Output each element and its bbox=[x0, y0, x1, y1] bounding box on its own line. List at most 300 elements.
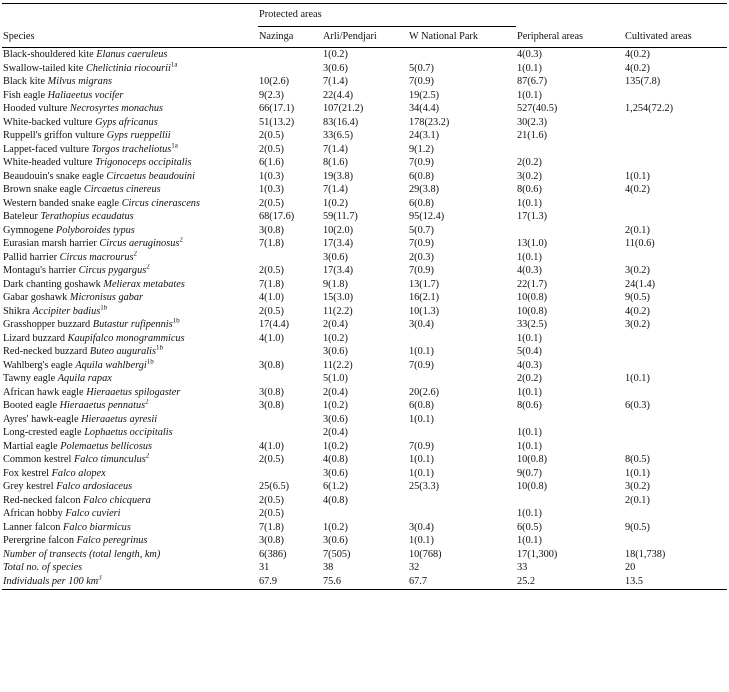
header-spacer bbox=[516, 4, 624, 27]
w-national-park-column-header: W National Park bbox=[408, 27, 516, 48]
species-common-name: Eurasian marsh harrier bbox=[3, 238, 97, 249]
w-national-park-value: 2(0.3) bbox=[409, 251, 434, 263]
species-common-name: Swallow-tailed kite bbox=[3, 62, 84, 74]
species-scientific-name: Accipiter badius bbox=[32, 305, 101, 317]
nazinga-value: 7(1.8) bbox=[259, 278, 284, 290]
summary-row bbox=[2, 575, 727, 590]
peripheral-areas-value: 5(0.4) bbox=[517, 346, 542, 357]
species-common-name: Lizard buzzard bbox=[3, 332, 66, 344]
w-national-park-value: 1(0.1) bbox=[409, 454, 434, 465]
w-national-park-value bbox=[408, 332, 516, 346]
table-row bbox=[2, 237, 727, 251]
cultivated-areas-value: 11(0.6) bbox=[625, 238, 655, 249]
species-cell bbox=[2, 534, 258, 548]
w-national-park-value: 29(3.8) bbox=[409, 184, 440, 195]
table-row bbox=[2, 507, 727, 521]
peripheral-areas-value: 13(1.0) bbox=[517, 238, 548, 249]
arli-pendjari-value: 1(0.2) bbox=[323, 521, 348, 533]
cultivated-areas-value: 2(0.1) bbox=[625, 494, 650, 506]
w-national-park-value: 1(0.1) bbox=[409, 413, 434, 425]
table-row bbox=[2, 197, 727, 211]
species-common-name: Red-necked buzzard bbox=[3, 346, 88, 357]
nazinga-value: 3(0.8) bbox=[259, 386, 284, 398]
cultivated-areas-value bbox=[624, 251, 727, 265]
w-national-park-value: 19(2.5) bbox=[409, 89, 440, 101]
cultivated-areas-value: 135(7.8) bbox=[625, 76, 661, 87]
cultivated-areas-value: 2(0.1) bbox=[625, 224, 650, 236]
peripheral-areas-value: 1(0.1) bbox=[517, 386, 542, 398]
arli-pendjari-value: 3(0.6) bbox=[323, 467, 348, 479]
table-row bbox=[2, 183, 727, 197]
arli-pendjari-value: 7(1.4) bbox=[323, 143, 348, 155]
table-row bbox=[2, 426, 727, 440]
species-scientific-name: Elanus caeruleus bbox=[96, 49, 168, 60]
species-cell bbox=[2, 89, 258, 103]
peripheral-areas-value: 4(0.3) bbox=[517, 265, 542, 276]
cultivated-areas-column-header: Cultivated areas bbox=[624, 27, 727, 48]
peripheral-areas-value: 2(0.2) bbox=[517, 373, 542, 384]
table-row bbox=[2, 89, 727, 103]
footnote-marker: 1b bbox=[100, 304, 108, 312]
species-common-name: Red-necked falcon bbox=[3, 494, 81, 506]
table-row bbox=[2, 521, 727, 535]
nazinga-value bbox=[258, 413, 322, 427]
table-row bbox=[2, 534, 727, 548]
arli-pendjari-value: 3(0.6) bbox=[323, 413, 348, 425]
w-national-park-value: 3(0.4) bbox=[409, 319, 434, 330]
arli-pendjari-value: 1(0.2) bbox=[323, 197, 348, 209]
w-national-park-value: 67.7 bbox=[408, 575, 516, 590]
nazinga-value: 3(0.8) bbox=[259, 224, 284, 236]
arli-pendjari-value: 2(0.4) bbox=[323, 319, 348, 330]
arli-pendjari-value: 19(3.8) bbox=[323, 170, 354, 182]
w-national-park-value: 6(0.8) bbox=[409, 400, 434, 411]
species-scientific-name: Falco biarmicus bbox=[63, 521, 131, 533]
species-cell bbox=[2, 359, 258, 373]
footnote-marker: 1a bbox=[170, 61, 178, 69]
table-row bbox=[2, 143, 727, 157]
peripheral-areas-value: 527(40.5) bbox=[517, 103, 558, 114]
w-national-park-value: 7(0.9) bbox=[409, 76, 434, 87]
species-common-name: Beaudouin's snake eagle bbox=[3, 170, 104, 182]
peripheral-areas-value: 1(0.1) bbox=[517, 197, 542, 209]
peripheral-areas-value: 1(0.1) bbox=[517, 535, 542, 546]
table-row bbox=[2, 318, 727, 332]
species-scientific-name: Chelictinia riocourii bbox=[85, 62, 171, 74]
w-national-park-value bbox=[408, 494, 516, 508]
peripheral-areas-value: 30(2.3) bbox=[517, 116, 548, 128]
nazinga-value bbox=[258, 251, 322, 265]
species-scientific-name: Haliaeetus vocifer bbox=[47, 89, 124, 101]
nazinga-value: 2(0.5) bbox=[259, 508, 284, 519]
arli-pendjari-value: 7(1.4) bbox=[323, 184, 348, 195]
peripheral-areas-value: 21(1.6) bbox=[517, 130, 548, 141]
arli-pendjari-value: 17(3.4) bbox=[323, 265, 354, 276]
species-scientific-name: Circus aeruginosus bbox=[99, 238, 180, 249]
species-cell bbox=[2, 399, 258, 413]
nazinga-value: 2(0.5) bbox=[259, 197, 284, 209]
peripheral-areas-value: 10(0.8) bbox=[517, 454, 548, 465]
species-scientific-name: Falco cuvieri bbox=[65, 508, 121, 519]
arli-pendjari-value: 1(0.2) bbox=[323, 400, 348, 411]
species-common-name: Brown snake eagle bbox=[3, 184, 82, 195]
w-national-park-value: 1(0.1) bbox=[409, 535, 434, 546]
w-national-park-value: 1(0.1) bbox=[409, 346, 434, 357]
nazinga-value: 6(1.6) bbox=[259, 157, 284, 168]
w-national-park-value bbox=[408, 426, 516, 440]
nazinga-value bbox=[258, 48, 322, 62]
header-spacer bbox=[2, 4, 258, 27]
species-cell bbox=[2, 237, 258, 251]
cultivated-areas-value bbox=[624, 359, 727, 373]
peripheral-areas-value: 1(0.1) bbox=[517, 62, 542, 74]
species-common-name: Bateleur bbox=[3, 211, 38, 222]
cultivated-areas-value: 1(0.1) bbox=[625, 170, 650, 182]
species-cell bbox=[2, 507, 258, 521]
w-national-park-value bbox=[408, 507, 516, 521]
species-common-name: Western banded snake eagle bbox=[3, 197, 120, 209]
w-national-park-value bbox=[408, 372, 516, 386]
cultivated-areas-value: 4(0.2) bbox=[625, 49, 650, 60]
peripheral-areas-value: 25.2 bbox=[516, 575, 624, 590]
w-national-park-value: 9(1.2) bbox=[409, 143, 434, 155]
w-national-park-value: 7(0.9) bbox=[409, 440, 434, 452]
species-common-name: Wahlberg's eagle bbox=[3, 359, 73, 371]
species-common-name: Dark chanting goshawk bbox=[3, 278, 101, 290]
arli-pendjari-value: 3(0.6) bbox=[323, 251, 348, 263]
cultivated-areas-value bbox=[624, 345, 727, 359]
species-common-name: Ayres' hawk-eagle bbox=[3, 413, 79, 425]
w-national-park-value: 7(0.9) bbox=[409, 265, 434, 276]
nazinga-value: 4(1.0) bbox=[259, 332, 284, 344]
species-common-name: Ruppell's griffon vulture bbox=[3, 130, 105, 141]
footnote-marker: 2 bbox=[145, 453, 150, 460]
footnote-marker: 2 bbox=[146, 264, 150, 271]
species-cell bbox=[2, 372, 258, 386]
nazinga-value: 3(0.8) bbox=[259, 535, 284, 546]
species-scientific-name: Necrosyrtes monachus bbox=[69, 103, 164, 114]
w-national-park-value: 32 bbox=[409, 562, 420, 573]
nazinga-value: 10(2.6) bbox=[259, 76, 290, 87]
species-common-name: Grasshopper buzzard bbox=[3, 319, 91, 330]
w-national-park-value: 5(0.7) bbox=[409, 224, 434, 236]
species-scientific-name: Polemaetus bellicosus bbox=[60, 440, 152, 452]
nazinga-value bbox=[258, 426, 322, 440]
w-national-park-value: 6(0.8) bbox=[409, 170, 434, 182]
species-scientific-name: Aquila rapax bbox=[57, 373, 112, 384]
peripheral-areas-value: 10(0.8) bbox=[517, 305, 548, 317]
w-national-park-value: 24(3.1) bbox=[409, 130, 440, 141]
species-common-name: White-backed vulture bbox=[3, 116, 93, 128]
arli-pendjari-value: 11(2.2) bbox=[323, 305, 353, 317]
summary-label-cell bbox=[2, 548, 258, 562]
species-scientific-name: Milvus migrans bbox=[47, 76, 112, 87]
nazinga-value: 68(17.6) bbox=[259, 211, 295, 222]
species-cell bbox=[2, 386, 258, 400]
protected-areas-header: Protected areas bbox=[258, 4, 516, 27]
peripheral-areas-value bbox=[516, 143, 624, 157]
arli-pendjari-value: 4(0.8) bbox=[323, 494, 348, 506]
cultivated-areas-value: 9(0.5) bbox=[625, 292, 650, 303]
peripheral-areas-value: 87(6.7) bbox=[517, 76, 548, 87]
cultivated-areas-value: 1(0.1) bbox=[625, 467, 650, 479]
species-cell bbox=[2, 156, 258, 170]
species-cell bbox=[2, 332, 258, 346]
table-row bbox=[2, 413, 727, 427]
arli-pendjari-value: 7(1.4) bbox=[323, 76, 348, 87]
table-row bbox=[2, 129, 727, 143]
peripheral-areas-value: 1(0.1) bbox=[517, 440, 542, 452]
table-row bbox=[2, 264, 727, 278]
nazinga-value: 25(6.5) bbox=[259, 481, 290, 492]
species-common-name: Martial eagle bbox=[3, 440, 58, 452]
species-cell bbox=[2, 197, 258, 211]
species-common-name: Perergrine falcon bbox=[3, 535, 74, 546]
species-cell bbox=[2, 345, 258, 359]
cultivated-areas-value: 1(0.1) bbox=[625, 373, 650, 384]
arli-pendjari-value: 10(2.0) bbox=[323, 224, 354, 236]
nazinga-value: 7(1.8) bbox=[259, 521, 284, 533]
w-national-park-value: 178(23.2) bbox=[409, 116, 450, 128]
peripheral-areas-value: 1(0.1) bbox=[517, 508, 542, 519]
w-national-park-value: 7(0.9) bbox=[409, 157, 434, 168]
arli-pendjari-value: 83(16.4) bbox=[323, 116, 359, 128]
species-common-name: Common kestrel bbox=[3, 454, 72, 465]
nazinga-value: 17(4.4) bbox=[259, 319, 290, 330]
cultivated-areas-value bbox=[624, 129, 727, 143]
peripheral-areas-value: 17(1,300) bbox=[517, 548, 558, 560]
arli-pendjari-value: 3(0.6) bbox=[323, 346, 348, 357]
species-scientific-name: Lophaetus occipitalis bbox=[84, 427, 173, 438]
table-row bbox=[2, 345, 727, 359]
species-cell bbox=[2, 75, 258, 89]
arli-pendjari-value: 1(0.2) bbox=[323, 332, 348, 344]
w-national-park-value: 7(0.9) bbox=[409, 359, 434, 371]
species-common-name: Fox kestrel bbox=[3, 467, 50, 479]
table-row bbox=[2, 291, 727, 305]
species-cell bbox=[2, 129, 258, 143]
summary-row bbox=[2, 561, 727, 575]
w-national-park-value: 1(0.1) bbox=[409, 467, 434, 479]
w-national-park-value: 10(1.3) bbox=[409, 305, 440, 317]
species-common-name: Fish eagle bbox=[3, 89, 46, 101]
species-common-name: Booted eagle bbox=[3, 400, 58, 411]
peripheral-areas-value: 17(1.3) bbox=[517, 211, 548, 222]
cultivated-areas-value bbox=[624, 413, 727, 427]
peripheral-areas-value: 33 bbox=[517, 562, 528, 573]
w-national-park-value: 20(2.6) bbox=[409, 386, 440, 398]
cultivated-areas-value bbox=[624, 426, 727, 440]
species-cell bbox=[2, 480, 258, 494]
species-scientific-name: Circaetus cinereus bbox=[83, 184, 161, 195]
species-common-name: White-headed vulture bbox=[3, 157, 93, 168]
species-cell bbox=[2, 251, 258, 265]
summary-row bbox=[2, 548, 727, 562]
table-body bbox=[2, 48, 727, 590]
species-cell bbox=[2, 413, 258, 427]
species-cell bbox=[2, 521, 258, 535]
species-cell bbox=[2, 278, 258, 292]
species-scientific-name: Circaetus beaudouini bbox=[106, 170, 195, 182]
table-row bbox=[2, 386, 727, 400]
summary-label-cell bbox=[2, 575, 258, 590]
cultivated-areas-value: 24(1.4) bbox=[625, 278, 656, 290]
cultivated-areas-value: 8(0.5) bbox=[625, 454, 650, 465]
species-common-name: Shikra bbox=[3, 305, 30, 317]
peripheral-areas-value: 8(0.6) bbox=[517, 400, 542, 411]
species-common-name: Grey kestrel bbox=[3, 481, 54, 492]
peripheral-areas-value: 8(0.6) bbox=[517, 184, 542, 195]
species-common-name: African hawk eagle bbox=[3, 386, 84, 398]
raptor-abundance-table bbox=[2, 3, 727, 590]
species-scientific-name: Gyps africanus bbox=[95, 116, 158, 128]
table-row bbox=[2, 453, 727, 467]
summary-label-cell bbox=[2, 561, 258, 575]
cultivated-areas-value: 9(0.5) bbox=[625, 521, 650, 533]
summary-label: Number of transects (total length, km) bbox=[3, 548, 161, 560]
species-cell bbox=[2, 143, 258, 157]
peripheral-areas-value: 10(0.8) bbox=[517, 292, 548, 303]
species-scientific-name: Torgos tracheliotus bbox=[91, 143, 172, 155]
arli-pendjari-value: 5(1.0) bbox=[323, 373, 348, 384]
species-scientific-name: Trigonoceps occipitalis bbox=[95, 157, 192, 168]
nazinga-value: 67.9 bbox=[258, 575, 322, 590]
nazinga-value: 1(0.3) bbox=[259, 184, 284, 195]
cultivated-areas-value: 3(0.2) bbox=[625, 481, 650, 492]
arli-pendjari-value: 1(0.2) bbox=[323, 49, 348, 60]
species-cell bbox=[2, 170, 258, 184]
arli-pendjari-value: 2(0.4) bbox=[323, 427, 348, 438]
species-scientific-name: Terathopius ecaudatus bbox=[40, 211, 134, 222]
species-cell bbox=[2, 264, 258, 278]
w-national-park-value: 25(3.3) bbox=[409, 481, 440, 492]
species-scientific-name: Falco ardosiaceus bbox=[56, 481, 133, 492]
cultivated-areas-value bbox=[624, 534, 727, 548]
species-scientific-name: Buteo auguralis bbox=[89, 346, 156, 357]
arli-pendjari-value: 75.6 bbox=[322, 575, 408, 590]
species-scientific-name: Circus macrourus bbox=[59, 251, 134, 263]
cultivated-areas-value bbox=[624, 386, 727, 400]
footnote-marker: 1a bbox=[171, 142, 178, 150]
species-cell bbox=[2, 318, 258, 332]
arli-pendjari-value: 15(3.0) bbox=[323, 292, 354, 303]
peripheral-areas-value: 1(0.1) bbox=[517, 89, 542, 101]
table-row bbox=[2, 440, 727, 454]
nazinga-value: 51(13.2) bbox=[259, 116, 295, 128]
cultivated-areas-value: 13.5 bbox=[624, 575, 727, 590]
peripheral-areas-value: 9(0.7) bbox=[517, 467, 542, 479]
species-cell bbox=[2, 440, 258, 454]
nazinga-value: 2(0.5) bbox=[259, 494, 284, 506]
cultivated-areas-value bbox=[624, 143, 727, 157]
species-cell bbox=[2, 494, 258, 508]
nazinga-value: 2(0.5) bbox=[259, 143, 284, 155]
nazinga-value bbox=[258, 467, 322, 481]
species-scientific-name: Circus cinerascens bbox=[121, 197, 200, 209]
cultivated-areas-value bbox=[624, 116, 727, 130]
species-scientific-name: Falco alopex bbox=[51, 467, 106, 479]
cultivated-areas-value bbox=[624, 507, 727, 521]
species-scientific-name: Aquila wahlbergi bbox=[75, 359, 147, 371]
species-scientific-name: Hieraaetus ayresii bbox=[81, 413, 158, 425]
arli-pendjari-value: 9(1.8) bbox=[323, 278, 348, 290]
cultivated-areas-value bbox=[624, 89, 727, 103]
species-common-name: Montagu's harrier bbox=[3, 265, 77, 276]
species-common-name: Pallid harrier bbox=[3, 251, 58, 263]
w-national-park-value: 16(2.1) bbox=[409, 292, 440, 303]
peripheral-areas-value: 4(0.3) bbox=[517, 49, 542, 60]
peripheral-areas-value: 1(0.1) bbox=[517, 251, 542, 263]
cultivated-areas-value bbox=[624, 440, 727, 454]
peripheral-areas-value bbox=[516, 224, 624, 238]
species-scientific-name: Circus pygargus bbox=[78, 265, 147, 276]
cultivated-areas-value bbox=[624, 332, 727, 346]
arli-pendjari-value: 8(1.6) bbox=[323, 157, 348, 168]
cultivated-areas-value bbox=[624, 210, 727, 224]
cultivated-areas-value bbox=[624, 197, 727, 211]
species-common-name: Long-crested eagle bbox=[3, 427, 82, 438]
cultivated-areas-value: 4(0.2) bbox=[625, 305, 650, 317]
arli-pendjari-value: 59(11.7) bbox=[323, 211, 358, 222]
species-common-name: Hooded vulture bbox=[3, 103, 68, 114]
nazinga-value: 66(17.1) bbox=[259, 103, 295, 114]
cultivated-areas-value: 18(1,738) bbox=[625, 548, 666, 560]
nazinga-value: 2(0.5) bbox=[259, 454, 284, 465]
peripheral-areas-value bbox=[516, 413, 624, 427]
table-row bbox=[2, 332, 727, 346]
nazinga-value: 9(2.3) bbox=[259, 89, 284, 101]
table-row bbox=[2, 224, 727, 238]
arli-pendjari-value bbox=[322, 507, 408, 521]
footnote-marker: 3 bbox=[98, 574, 102, 582]
table-row bbox=[2, 48, 727, 62]
species-cell bbox=[2, 183, 258, 197]
header-spacer bbox=[624, 4, 727, 27]
arli-pendjari-value: 6(1.2) bbox=[323, 481, 348, 492]
species-cell bbox=[2, 426, 258, 440]
table-row bbox=[2, 116, 727, 130]
peripheral-areas-value: 33(2.5) bbox=[517, 319, 548, 330]
table-row bbox=[2, 251, 727, 265]
species-common-name: Black-shouldered kite bbox=[3, 49, 94, 60]
table-row bbox=[2, 102, 727, 116]
table-row bbox=[2, 372, 727, 386]
cultivated-areas-value bbox=[624, 156, 727, 170]
nazinga-value bbox=[258, 62, 322, 76]
species-cell bbox=[2, 116, 258, 130]
table-row bbox=[2, 62, 727, 76]
table-row bbox=[2, 467, 727, 481]
peripheral-areas-value: 22(1.7) bbox=[517, 278, 548, 290]
species-scientific-name: Hieraaetus pennatus bbox=[59, 400, 146, 411]
species-common-name: Tawny eagle bbox=[3, 373, 56, 384]
w-national-park-value: 5(0.7) bbox=[409, 62, 434, 74]
w-national-park-value: 6(0.8) bbox=[409, 197, 434, 209]
nazinga-value: 31 bbox=[259, 562, 270, 573]
species-common-name: Lappet-faced vulture bbox=[3, 143, 90, 155]
species-scientific-name: Melierax metabates bbox=[103, 278, 185, 290]
footnote-marker: 2 bbox=[133, 250, 138, 258]
footnote-marker: 1b bbox=[172, 318, 180, 325]
footnote-marker: 1b bbox=[146, 358, 154, 366]
nazinga-value: 2(0.5) bbox=[259, 305, 284, 317]
w-national-park-value: 10(768) bbox=[409, 548, 442, 560]
species-cell bbox=[2, 210, 258, 224]
nazinga-value: 7(1.8) bbox=[259, 238, 284, 249]
species-scientific-name: Hieraaetus spilogaster bbox=[86, 386, 181, 398]
nazinga-value: 4(1.0) bbox=[259, 292, 284, 303]
species-scientific-name: Micronisus gabar bbox=[69, 292, 144, 303]
